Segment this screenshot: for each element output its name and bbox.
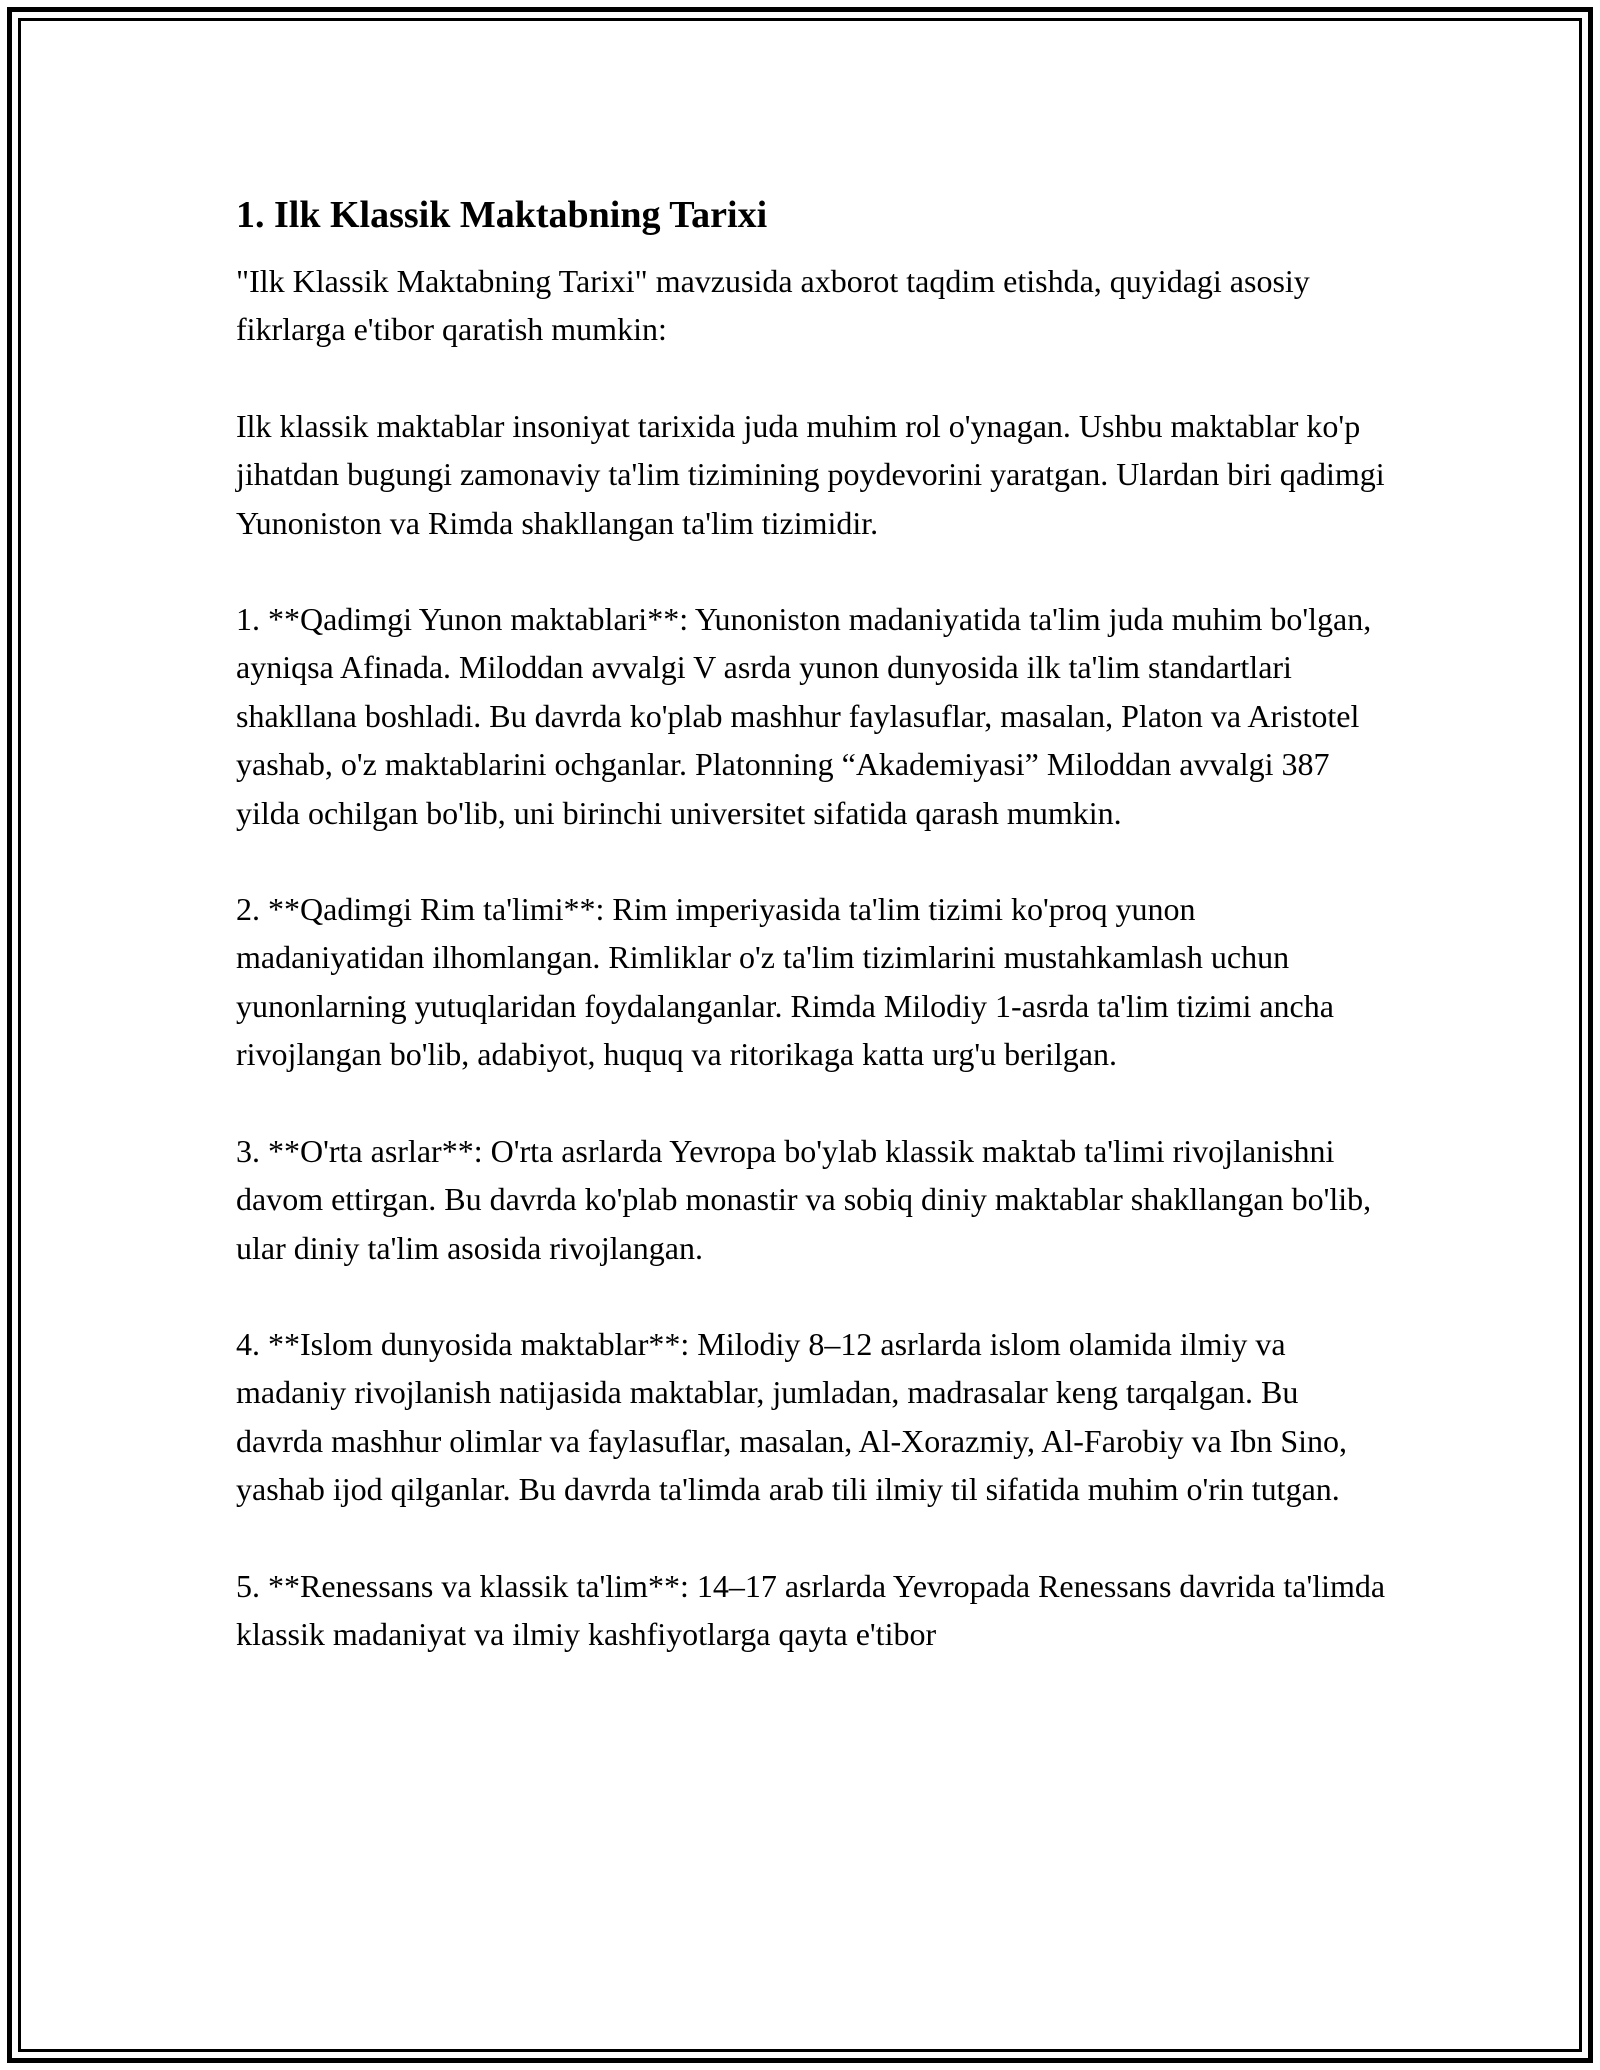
list-item-greek-schools: 1. **Qadimgi Yunon maktablari**: Yunoniston madaniyatida ta'lim juda muhim bo'lgan, ayniqsa Afinada. Miloddan avvalgi V asrda yunon dunyosida ilk ta'lim standartlari shakllana boshladi. Bu davrda ko'plab mashhur faylasuflar, masalan, Platon va Aristotel yashab, o'z maktablarini ochganlar. Platonning “Akademiyasi” Miloddan avvalgi 387 yilda ochilgan bo'lib, uni birinchi universitet sifatida qarash mumkin. [236, 601, 1372, 831]
intro-paragraph: "Ilk Klassik Maktabning Tarixi" mavzusida axborot taqdim etishda, quyidagi asosiy fikrlarga e'tibor qaratish mumkin: [236, 263, 1310, 348]
document-body [236, 187, 1386, 1706]
document-title: 1. Ilk Klassik Maktabning Tarixi [236, 194, 768, 236]
list-item-roman-education: 2. **Qadimgi Rim ta'limi**: Rim imperiyasida ta'lim tizimi ko'proq yunon madaniyatidan ilhomlangan. Rimliklar o'z ta'lim tizimlarini mustahkamlash uchun yunonlarning yutuqlaridan foydalanganlar. Rimda Milodiy 1-asrda ta'lim tizimi ancha rivojlangan bo'lib, adabiyot, huquq va ritorikaga katta urg'u berilgan. [236, 891, 1334, 1073]
overview-paragraph: Ilk klassik maktablar insoniyat tarixida juda muhim rol o'ynagan. Ushbu maktablar ko'p jihatdan bugungi zamonaviy ta'lim tizimining poydevorini yaratgan. Ulardan biri qadimgi Yunoniston va Rimda shakllangan ta'lim tizimidir. [236, 407, 1385, 541]
list-item-renaissance: 5. **Renessans va klassik ta'lim**: 14–17 asrlarda Yevropada Renessans davrida ta'limda klassik madaniyat va ilmiy kashfiyotlarga qayta e'tibor [236, 1567, 1386, 1652]
list-item-islamic-schools: 4. **Islom dunyosida maktablar**: Milodiy 8–12 asrlarda islom olamida ilmiy va madaniy rivojlanish natijasida maktablar, jumladan, madrasalar keng tarqalgan. Bu davrda mashhur olimlar va faylasuflar, masalan, Al-Xorazmiy, Al-Farobiy va Ibn Sino, yashab ijod qilganlar. Bu davrda ta'limda arab tili ilmiy til sifatida muhim o'rin tutgan. [236, 1325, 1348, 1508]
list-item-middle-ages: 3. **O'rta asrlar**: O'rta asrlarda Yevropa bo'ylab klassik maktab ta'limi rivojlanishni davom ettirgan. Bu davrda ko'plab monastir va sobiq diniy maktablar shakllangan bo'lib, ular diniy ta'lim asosida rivojlangan. [236, 1132, 1372, 1266]
